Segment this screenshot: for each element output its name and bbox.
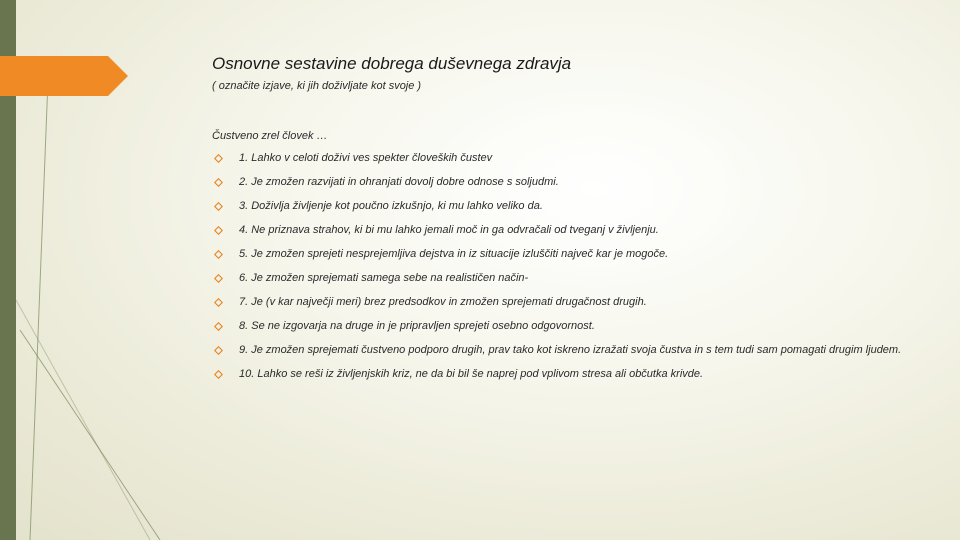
list-item-text: 2. Je zmožen razvijati in ohranjati dovolj dobre odnose s soljudmi. [239, 176, 559, 188]
list-item-text: 6. Je zmožen sprejemati samega sebe na realističen način- [239, 272, 529, 284]
diamond-outline-icon [214, 250, 223, 259]
diamond-outline-icon [214, 346, 223, 355]
slide-title: Osnovne sestavine dobrega duševnega zdravja [212, 54, 572, 73]
list-item-text: 10. Lahko se reši iz življenjskih kriz, ne da bi bil še naprej pod vplivom stresa ali občutka krivde. [239, 368, 704, 380]
orange-accent-tab [0, 56, 128, 96]
list-item-text: 8. Se ne izgovarja na druge in je pripravljen sprejeti osebno odgovornost. [239, 320, 595, 332]
diamond-outline-icon [214, 202, 223, 211]
list-item [212, 176, 902, 189]
list-item [212, 152, 902, 165]
diamond-outline-icon [214, 322, 223, 331]
list-item [212, 272, 902, 285]
list-item-text: 5. Je zmožen sprejeti nesprejemljiva dejstva in iz situacije izluščiti največ kar je mogoče. [239, 248, 669, 260]
diamond-outline-icon [214, 226, 223, 235]
list-item [212, 344, 902, 357]
list-item [212, 248, 902, 261]
diamond-outline-icon [214, 154, 223, 163]
list-item [212, 320, 902, 333]
diamond-outline-icon [214, 178, 223, 187]
diamond-outline-icon [214, 274, 223, 283]
list-item-text: 4. Ne priznava strahov, ki bi mu lahko jemali moč in ga odvračali od tveganj v življenju. [239, 224, 659, 236]
slide-subtitle: ( označite izjave, ki jih doživljate kot svoje ) [212, 80, 422, 92]
list-item [212, 224, 902, 237]
diamond-outline-icon [214, 370, 223, 379]
intro-text: Čustveno zrel človek … [212, 130, 328, 142]
list-item-text: 7. Je (v kar največji meri) brez predsodkov in zmožen sprejemati drugačnost drugih. [239, 296, 647, 308]
list-item-text: 1. Lahko v celoti doživi ves spekter človeških čustev [239, 152, 493, 164]
list-item-text: 3. Doživlja življenje kot poučno izkušnjo, ki mu lahko veliko da. [239, 200, 543, 212]
statement-list [212, 152, 902, 392]
list-item [212, 200, 902, 213]
list-item [212, 296, 902, 309]
list-item-text: 9. Je zmožen sprejemati čustveno podporo drugih, prav tako kot iskreno izražati svoja čustva in s tem tudi sam pomagati drugim ljudem. [239, 344, 902, 356]
list-item [212, 368, 902, 381]
diamond-outline-icon [214, 298, 223, 307]
